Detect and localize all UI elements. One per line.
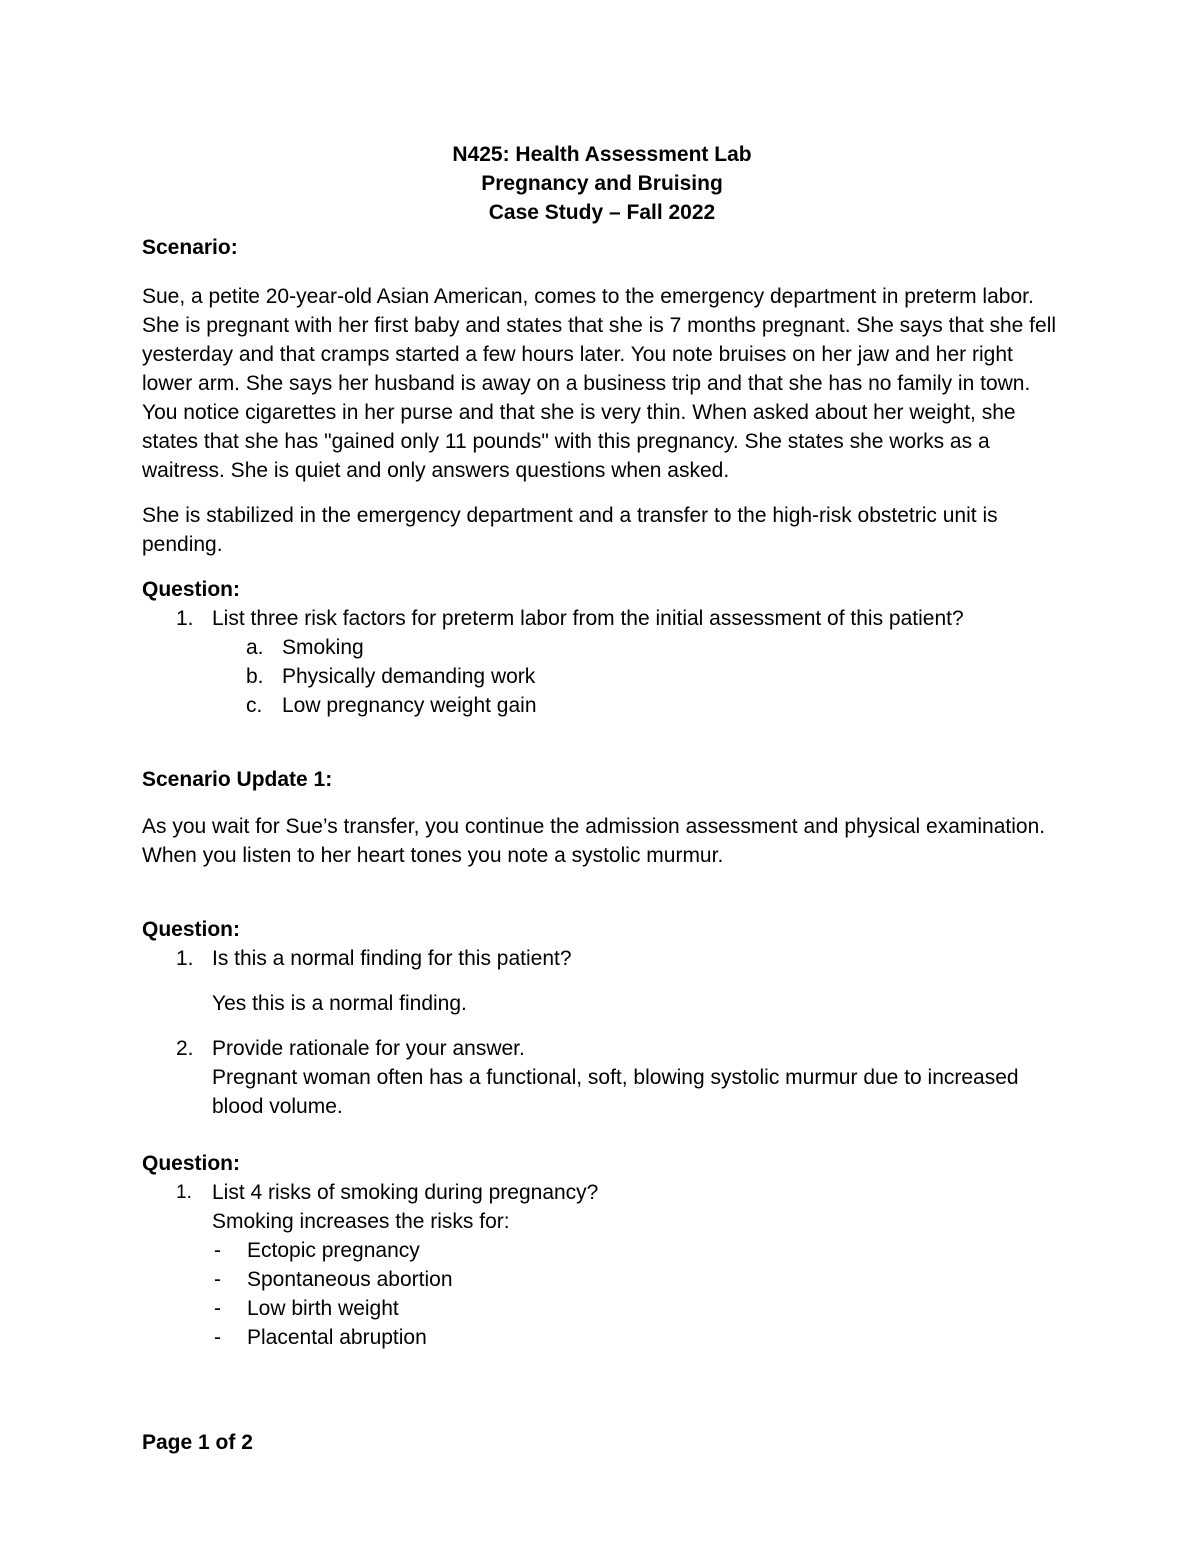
question-2-heading: Question: bbox=[142, 918, 240, 941]
case-subtitle: Case Study – Fall 2022 bbox=[488, 201, 716, 224]
question-2-text: Is this a normal finding for this patient? bbox=[212, 947, 572, 970]
answer-label: a. bbox=[246, 636, 264, 659]
question-3-number: 1. bbox=[176, 1182, 192, 1203]
scenario-paragraph-2: She is stabilized in the emergency department and a transfer to the high-risk obstetric unit is pending. bbox=[142, 504, 998, 556]
course-title: N425: Health Assessment Lab bbox=[452, 143, 752, 166]
answer-text: Physically demanding work bbox=[282, 665, 536, 688]
risk-item bbox=[212, 1236, 1062, 1265]
scenario-update-paragraph: As you wait for Sue’s transfer, you continue the admission assessment and physical examination. When you listen to her heart tones you note a systolic murmur. bbox=[142, 815, 1046, 867]
question-3-intro: Smoking increases the risks for: bbox=[212, 1210, 510, 1233]
scenario-heading: Scenario: bbox=[142, 236, 238, 259]
question-2-list bbox=[142, 944, 1062, 1121]
answer-label: b. bbox=[246, 665, 264, 688]
question-1-list bbox=[142, 604, 1062, 720]
document-header bbox=[142, 140, 1062, 227]
dash-bullet: - bbox=[214, 1326, 221, 1349]
question-2-answer: Yes this is a normal finding. bbox=[212, 992, 467, 1015]
risk-text: Spontaneous abortion bbox=[247, 1268, 453, 1291]
question-2-number: 2. bbox=[176, 1037, 194, 1060]
question-1-item bbox=[142, 604, 1062, 720]
question-2-answer: Pregnant woman often has a functional, soft, blowing systolic murmur due to increased blood volume. bbox=[212, 1066, 1019, 1118]
risk-text: Low birth weight bbox=[247, 1297, 399, 1320]
question-3-text: List 4 risks of smoking during pregnancy? bbox=[212, 1181, 599, 1204]
dash-bullet: - bbox=[214, 1297, 221, 1320]
question-1-number: 1. bbox=[176, 607, 194, 630]
answer-text: Smoking bbox=[282, 636, 364, 659]
document-body bbox=[142, 140, 1062, 1352]
question-2-item bbox=[142, 1034, 1062, 1121]
risk-text: Ectopic pregnancy bbox=[247, 1239, 420, 1262]
scenario-update-heading: Scenario Update 1: bbox=[142, 768, 333, 791]
question-3-heading: Question: bbox=[142, 1152, 240, 1175]
answer-item bbox=[212, 662, 1062, 691]
answer-item bbox=[212, 633, 1062, 662]
question-2-number: 1. bbox=[176, 947, 194, 970]
scenario-paragraph-1: Sue, a petite 20-year-old Asian American, comes to the emergency department in preterm labor. She is pregnant with her first baby and states that she is 7 months pregnant. She says that she fell yesterday and that cramps started a few hours later. You note bruises on her jaw and her right lower arm. She says her husband is away on a business trip and that she has no family in town. You notice cigarettes in her purse and that she is very thin. When asked about her weight, she states that she has "gained only 11 pounds" with this pregnancy. She states she works as a waitress. She is quiet and only answers questions when asked. bbox=[142, 285, 1057, 482]
smoking-risks-list bbox=[212, 1236, 1062, 1352]
question-1-text: List three risk factors for preterm labor from the initial assessment of this patient? bbox=[212, 607, 964, 630]
question-2-item bbox=[142, 944, 1062, 1018]
dash-bullet: - bbox=[214, 1268, 221, 1291]
page-number: Page 1 of 2 bbox=[142, 1431, 253, 1454]
case-title: Pregnancy and Bruising bbox=[481, 172, 723, 195]
answer-item bbox=[212, 691, 1062, 720]
risk-item bbox=[212, 1265, 1062, 1294]
risk-item bbox=[212, 1294, 1062, 1323]
question-3-list bbox=[142, 1178, 1062, 1352]
risk-item bbox=[212, 1323, 1062, 1352]
question-2-text: Provide rationale for your answer. bbox=[212, 1037, 525, 1060]
dash-bullet: - bbox=[214, 1239, 221, 1262]
question-1-answers bbox=[212, 633, 1062, 720]
question-3-item bbox=[142, 1178, 1062, 1352]
question-1-heading: Question: bbox=[142, 578, 240, 601]
risk-text: Placental abruption bbox=[247, 1326, 427, 1349]
answer-text: Low pregnancy weight gain bbox=[282, 694, 537, 717]
answer-label: c. bbox=[246, 694, 263, 717]
